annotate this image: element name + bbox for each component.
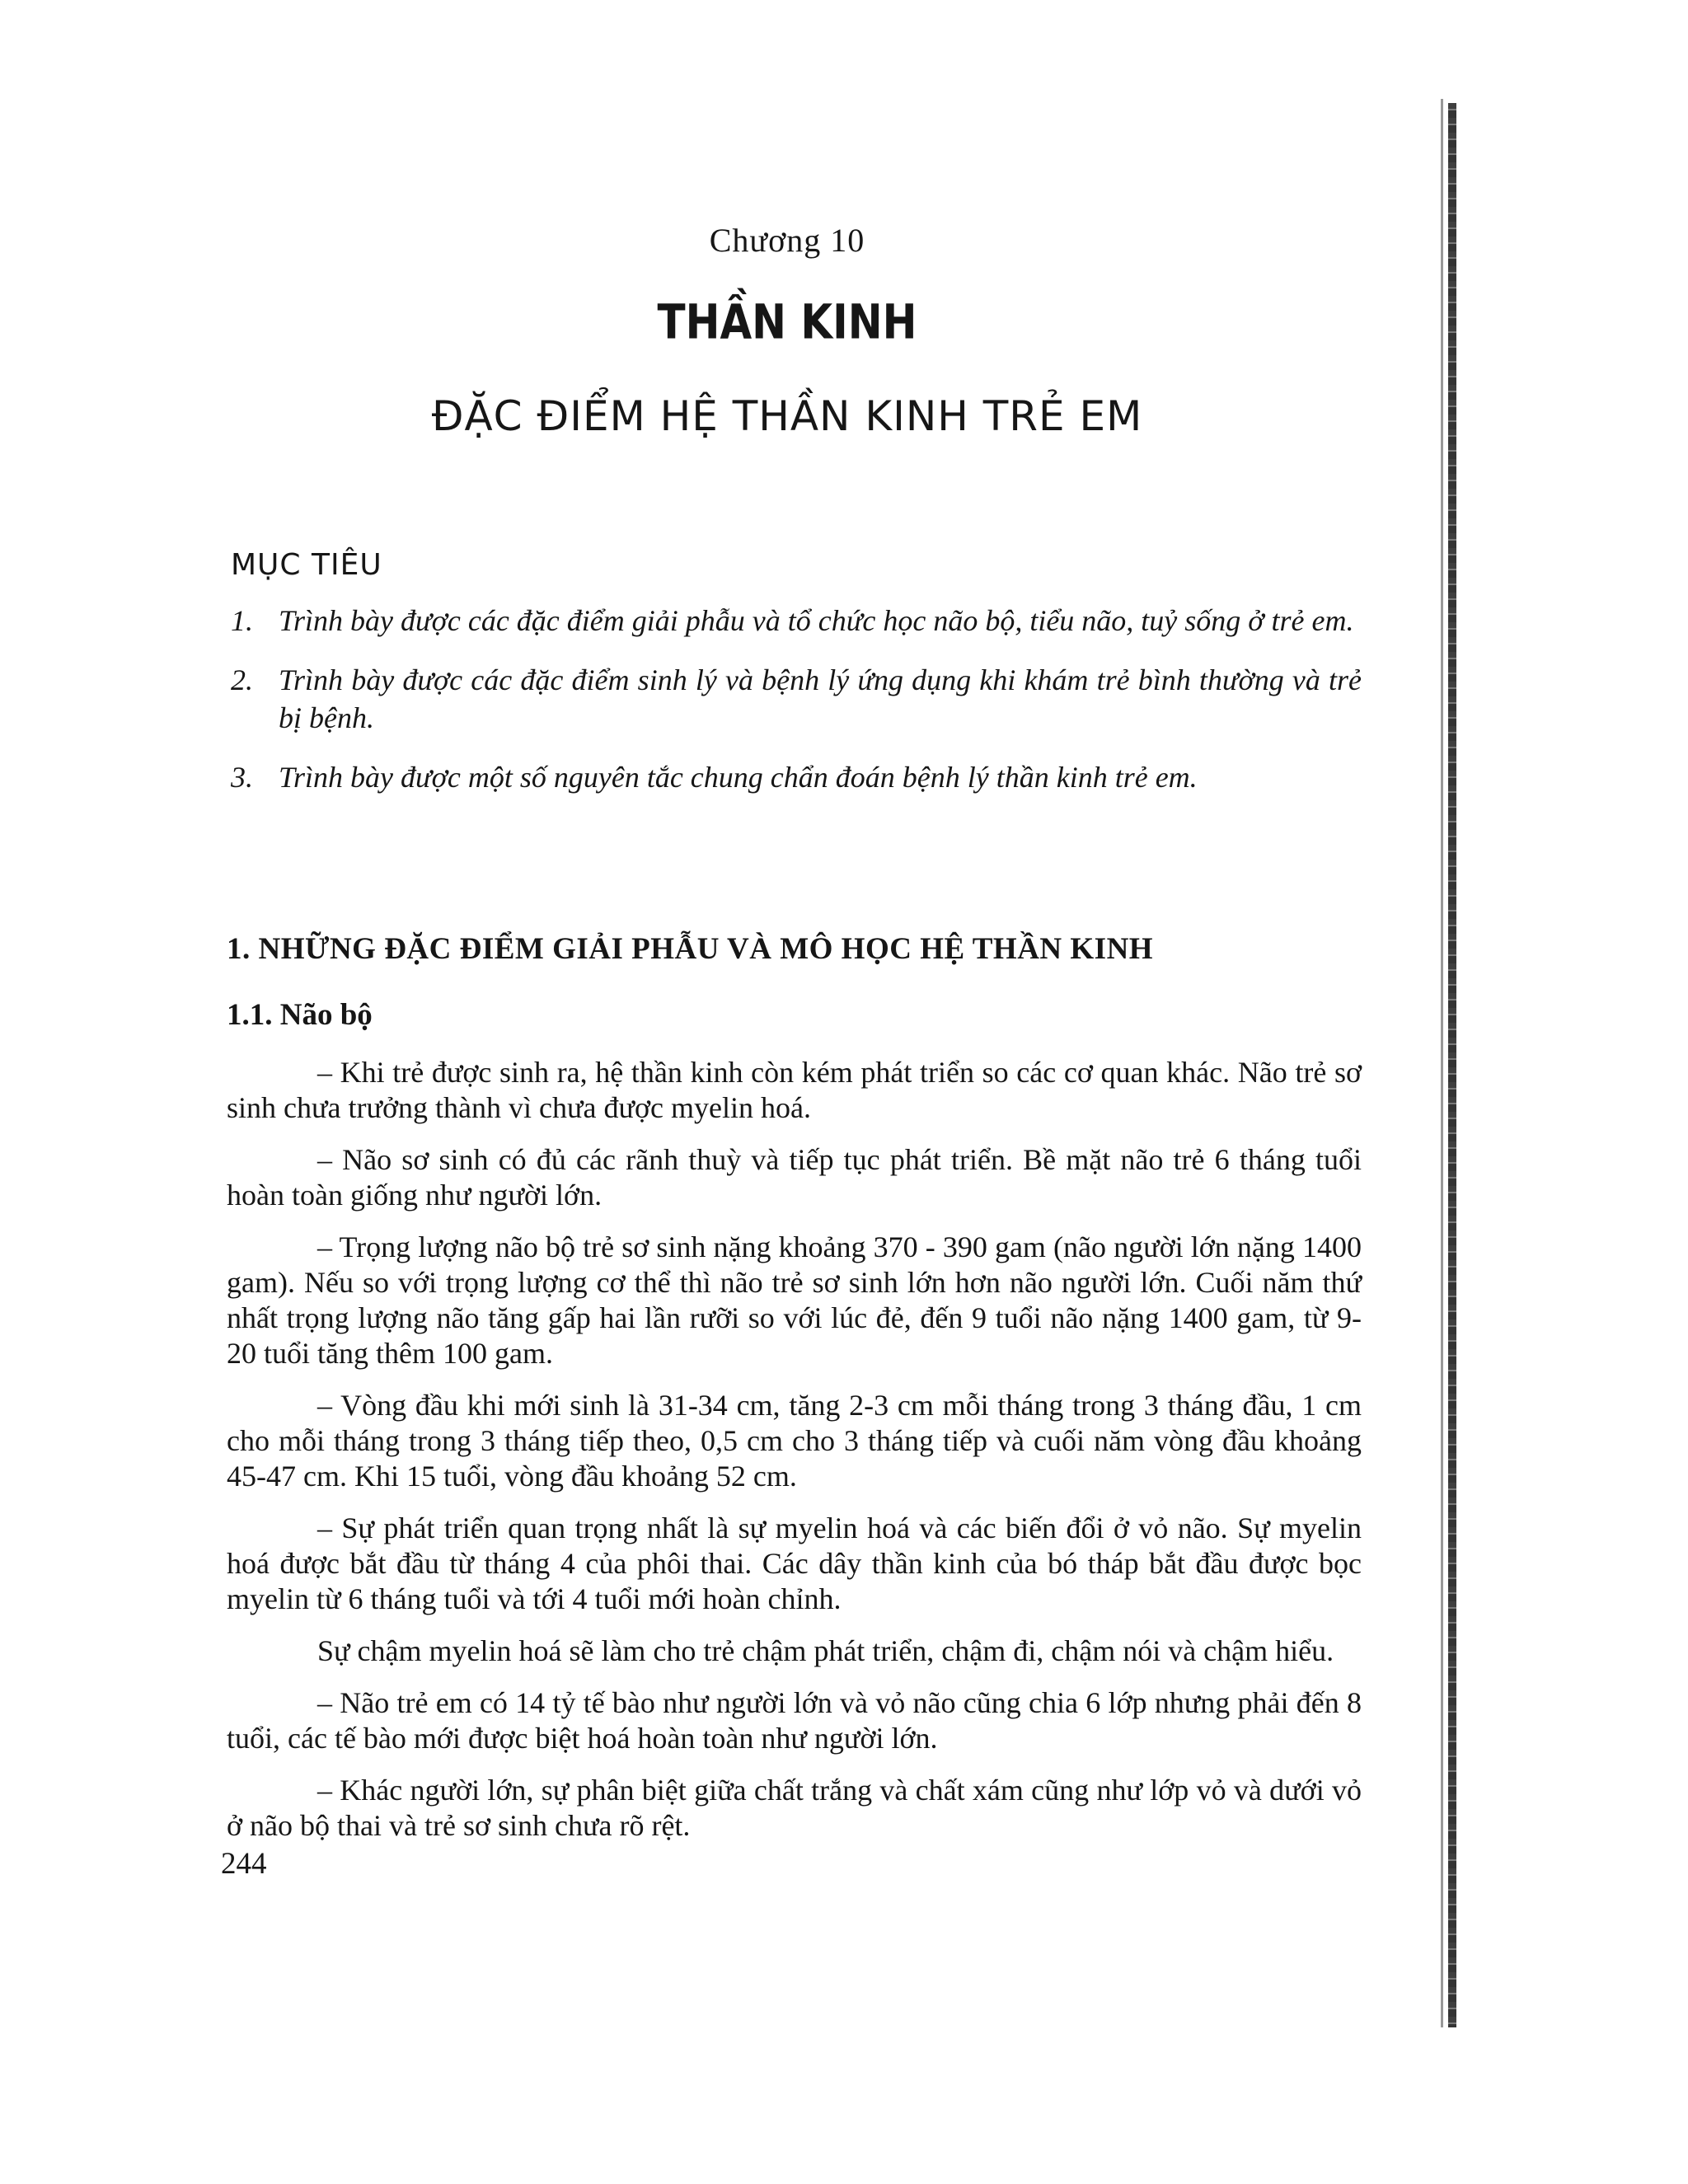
objective-number: 3. bbox=[231, 761, 253, 794]
page-number: 244 bbox=[221, 1847, 267, 1881]
body-paragraph: – Sự phát triển quan trọng nhất là sự myelin hoá và các biến đổi ở vỏ não. Sự myelin hoá được bắt đầu từ tháng 4 của phôi thai. Các dây thần kinh của bó tháp bắt đầu được bọc myelin từ 6 tháng tuổi và tới 4 tuổi mới hoàn chỉnh. bbox=[227, 1511, 1362, 1615]
body-paragraph: Sự chậm myelin hoá sẽ làm cho trẻ chậm phát triển, chậm đi, chậm nói và chậm hiểu. bbox=[317, 1634, 1334, 1667]
objective-number: 1. bbox=[231, 604, 253, 637]
subsection-heading: 1.1. Não bộ bbox=[227, 998, 373, 1032]
chapter-subtitle: ĐẶC ĐIỂM HỆ THẦN KINH TRẺ EM bbox=[431, 392, 1143, 440]
body-paragraph: – Não trẻ em có 14 tỷ tế bào như người lớn và vỏ não cũng chia 6 lớp nhưng phải đến 8 tuổi, các tế bào mới được biệt hoá hoàn toàn như người lớn. bbox=[227, 1686, 1362, 1755]
body-paragraph: – Não sơ sinh có đủ các rãnh thuỳ và tiếp tục phát triển. Bề mặt não trẻ 6 tháng tuổi hoàn toàn giống như người lớn. bbox=[227, 1143, 1362, 1212]
objective-number: 2. bbox=[231, 663, 253, 696]
objective-text: Trình bày được các đặc điểm giải phẫu và tổ chức học não bộ, tiểu não, tuỷ sống ở trẻ em. bbox=[279, 604, 1354, 637]
body-text bbox=[227, 1055, 1362, 1860]
chapter-title: THẦN KINH bbox=[657, 294, 917, 350]
objective-item bbox=[231, 758, 1362, 796]
objective-text: Trình bày được một số nguyên tắc chung chẩn đoán bệnh lý thần kinh trẻ em. bbox=[279, 761, 1198, 794]
objective-text: Trình bày được các đặc điểm sinh lý và bệnh lý ứng dụng khi khám trẻ bình thường và trẻ bị bệnh. bbox=[279, 663, 1362, 734]
section-heading: 1. NHỮNG ĐẶC ĐIỂM GIẢI PHẪU VÀ MÔ HỌC HỆ THẦN KINH bbox=[227, 932, 1154, 966]
objective-item bbox=[231, 602, 1362, 640]
chapter-label: Chương 10 bbox=[709, 222, 865, 259]
objectives-heading: MỤC TIÊU bbox=[231, 548, 382, 582]
body-paragraph: – Khi trẻ được sinh ra, hệ thần kinh còn kém phát triển so các cơ quan khác. Não trẻ sơ sinh chưa trưởng thành vì chưa được myelin hoá. bbox=[227, 1056, 1362, 1124]
body-paragraph: – Vòng đầu khi mới sinh là 31-34 cm, tăng 2-3 cm mỗi tháng trong 3 tháng đầu, 1 cm cho mỗi tháng trong 3 tháng tiếp theo, 0,5 cm cho 3 tháng tiếp và cuối năm vòng đầu khoảng 45-47 cm. Khi 15 tuổi, vòng đầu khoảng 52 cm. bbox=[227, 1389, 1362, 1493]
objectives-list bbox=[231, 602, 1362, 818]
objective-item bbox=[231, 661, 1362, 737]
body-paragraph: – Khác người lớn, sự phân biệt giữa chất trắng và chất xám cũng như lớp vỏ và dưới vỏ ở não bộ thai và trẻ sơ sinh chưa rõ rệt. bbox=[227, 1774, 1362, 1842]
scan-edge-line bbox=[1441, 99, 1443, 2027]
body-paragraph: – Trọng lượng não bộ trẻ sơ sinh nặng khoảng 370 - 390 gam (não người lớn nặng 1400 gam). Nếu so với trọng lượng cơ thể thì não trẻ sơ sinh lớn hơn não người lớn. Cuối năm thứ nhất trọng lượng não tăng gấp hai lần rưỡi so với lúc đẻ, đến 9 tuổi não nặng 1400 gam, từ 9-20 tuổi tăng thêm 100 gam. bbox=[227, 1230, 1362, 1370]
